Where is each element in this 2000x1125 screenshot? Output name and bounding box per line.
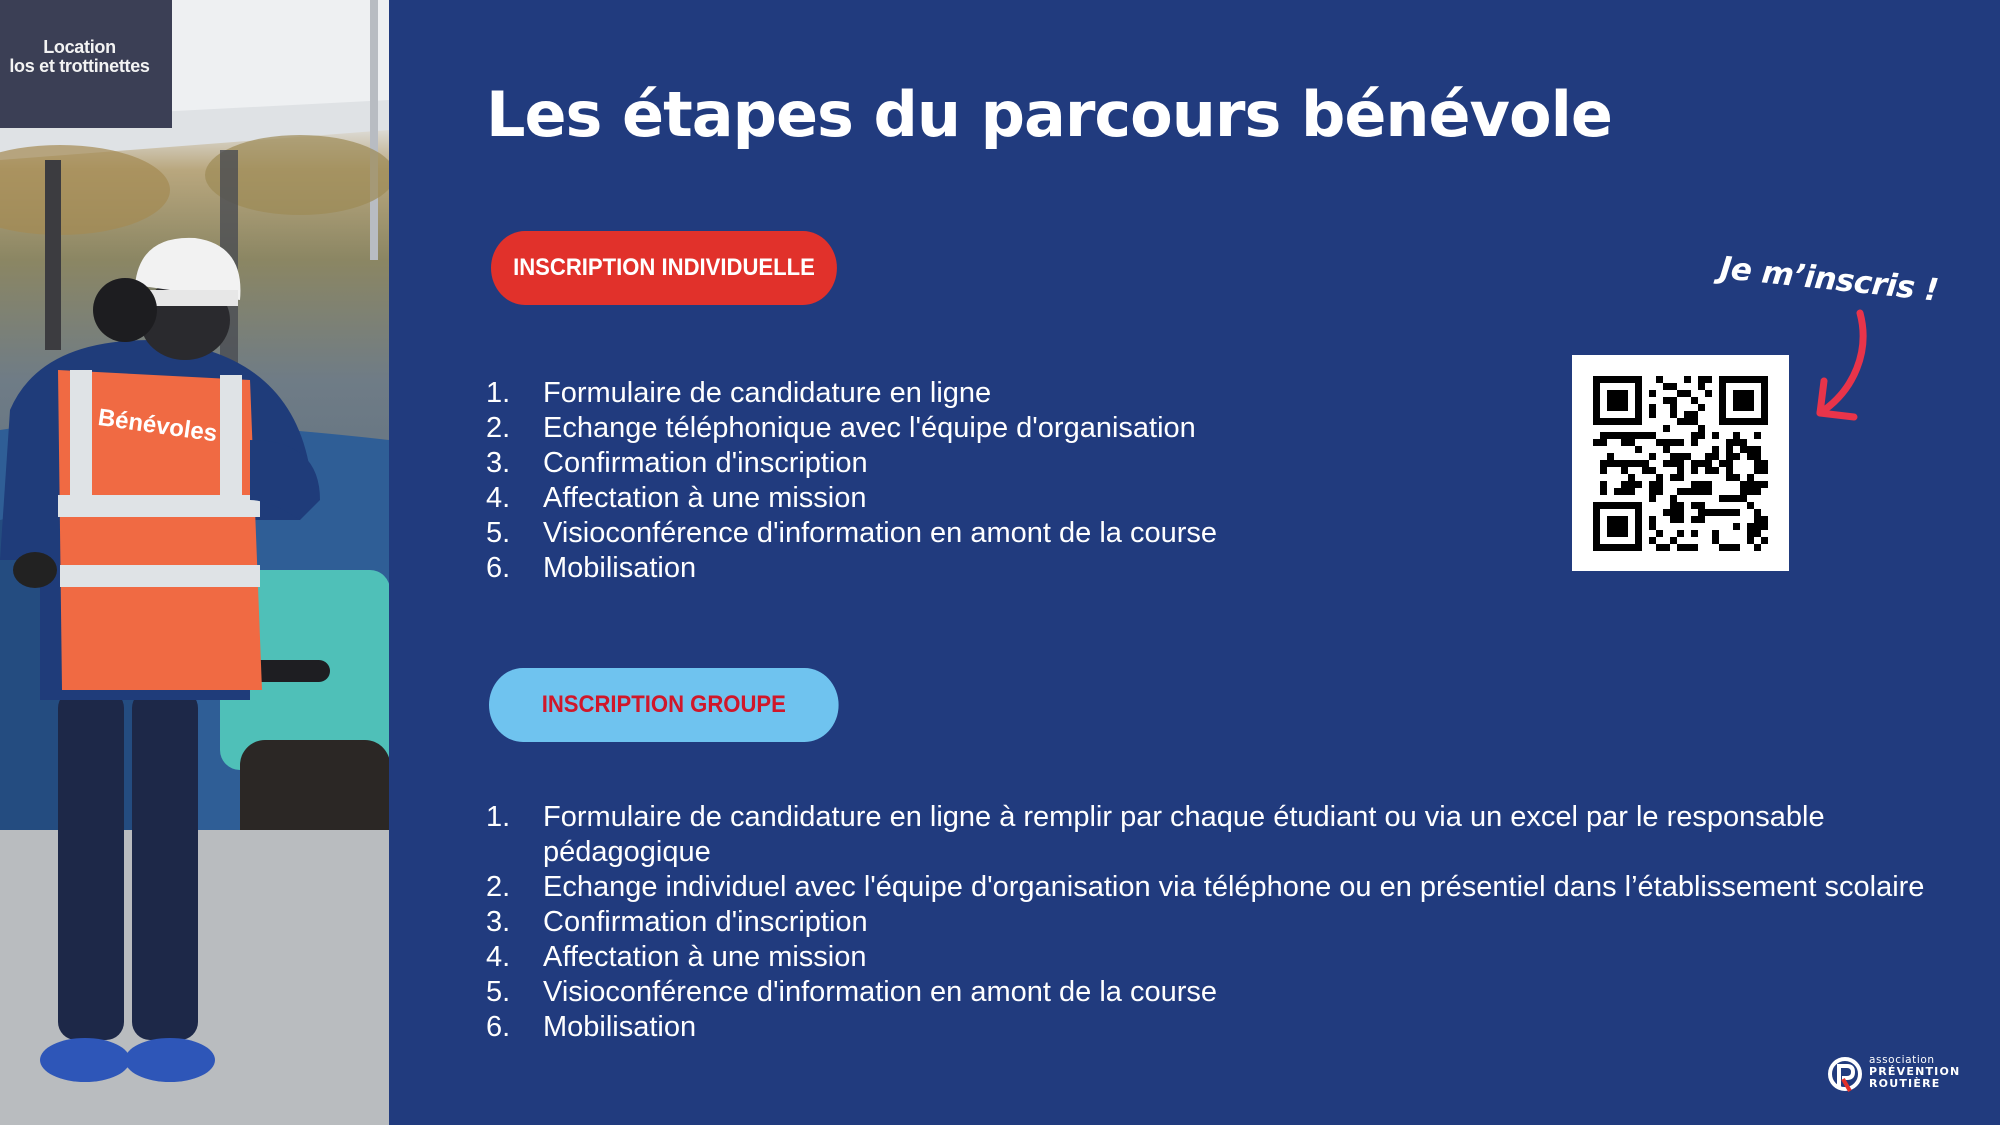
- list-item: [486, 940, 1946, 975]
- step-text: Mobilisation: [543, 1011, 697, 1043]
- list-item: [486, 551, 1526, 586]
- step-text: Mobilisation: [543, 552, 697, 584]
- step-text: Formulaire de candidature en ligne: [543, 377, 992, 409]
- individual-registration-badge: INSCRIPTION INDIVIDUELLE: [491, 231, 837, 305]
- step-number: 4.: [486, 941, 511, 973]
- step-number: 6.: [486, 1011, 511, 1043]
- list-item: [486, 1010, 1946, 1045]
- step-number: 6.: [486, 552, 511, 584]
- step-number: 5.: [486, 976, 511, 1008]
- group-steps-list: [486, 800, 1946, 1045]
- sign-line-1: Location: [43, 37, 116, 57]
- vest-label: Bénévoles: [96, 404, 219, 448]
- step-text: Echange téléphonique avec l'équipe d'organisation: [543, 412, 1196, 444]
- step-text: Confirmation d'inscription: [543, 447, 868, 479]
- step-number: 2.: [486, 871, 511, 903]
- step-number: 5.: [486, 517, 511, 549]
- list-item: [486, 376, 1526, 411]
- group-registration-badge: INSCRIPTION GROUPE: [489, 668, 839, 742]
- signup-callout: Je m’inscris !: [1718, 250, 1941, 309]
- curved-arrow-icon: [1800, 305, 1880, 425]
- step-text: Confirmation d'inscription: [543, 906, 868, 938]
- step-text: Formulaire de candidature en ligne à remplir par chaque étudiant ou via un excel par le responsable pédagogique: [543, 801, 1825, 868]
- logo-text: [1869, 1054, 1960, 1090]
- list-item: [486, 905, 1946, 940]
- step-text: Visioconférence d'information en amont de la course: [543, 517, 1218, 549]
- step-number: 3.: [486, 906, 511, 938]
- list-item: [486, 800, 1946, 870]
- qr-code-icon: [1572, 355, 1789, 571]
- list-item: [486, 516, 1526, 551]
- list-item: [486, 481, 1526, 516]
- sign-line-2: los et trottinettes: [9, 56, 150, 76]
- prevention-routiere-logo-icon: [1826, 1054, 1864, 1094]
- logo-line-2: PRÉVENTION: [1869, 1065, 1961, 1078]
- step-text: Echange individuel avec l'équipe d'organisation via téléphone ou en présentiel dans l’établissement scolaire: [543, 871, 1925, 903]
- step-number: 1.: [486, 801, 511, 833]
- volunteer-photo: [0, 0, 389, 1125]
- list-item: [486, 411, 1526, 446]
- photo-illustration: [0, 0, 389, 1125]
- qr-code[interactable]: [1572, 355, 1789, 571]
- step-number: 3.: [486, 447, 511, 479]
- prevention-routiere-logo: [1826, 1054, 1976, 1096]
- rental-sign: [0, 0, 172, 128]
- step-number: 4.: [486, 482, 511, 514]
- step-number: 2.: [486, 412, 511, 444]
- list-item: [486, 975, 1946, 1010]
- step-text: Affectation à une mission: [543, 941, 867, 973]
- logo-line-1: association: [1869, 1054, 1935, 1066]
- step-text: Affectation à une mission: [543, 482, 867, 514]
- page-title: Les étapes du parcours bénévole: [486, 78, 1612, 151]
- step-text: Visioconférence d'information en amont de la course: [543, 976, 1218, 1008]
- rental-sign-text: [0, 38, 167, 76]
- step-number: 1.: [486, 377, 511, 409]
- logo-line-3: ROUTIÈRE: [1869, 1077, 1941, 1090]
- list-item: [486, 446, 1526, 481]
- list-item: [486, 870, 1946, 905]
- individual-steps-list: [486, 376, 1526, 586]
